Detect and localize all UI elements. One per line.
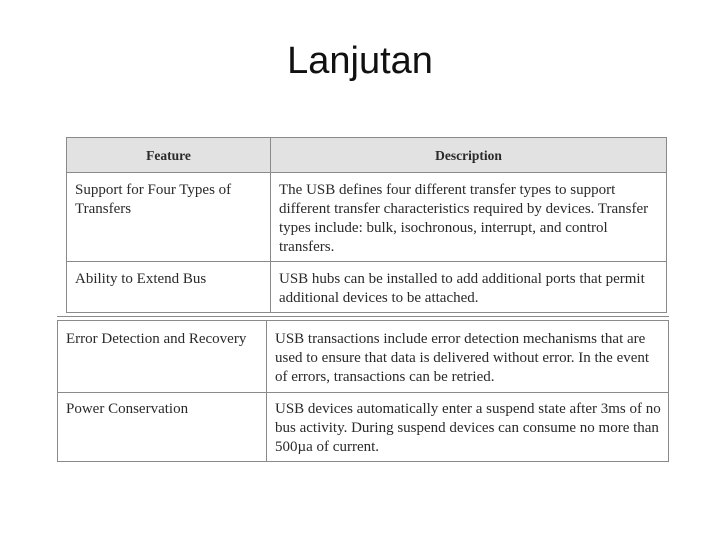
description-cell: USB devices automatically enter a suspend state after 3ms of no bus activity. During suspend devices can consume no more than 500µa of current. bbox=[267, 393, 669, 462]
feature-cell: Ability to Extend Bus bbox=[67, 262, 271, 313]
feature-table-bottom bbox=[57, 320, 669, 462]
header-description: Description bbox=[271, 138, 667, 173]
feature-cell: Error Detection and Recovery bbox=[58, 321, 267, 393]
table-header-row bbox=[67, 138, 667, 173]
description-cell: USB hubs can be installed to add additional ports that permit additional devices to be attached. bbox=[271, 262, 667, 313]
table-row bbox=[58, 321, 669, 393]
description-cell: USB transactions include error detection mechanisms that are used to ensure that data is delivered without error. In the event of errors, transactions can be retried. bbox=[267, 321, 669, 393]
table-row bbox=[58, 393, 669, 462]
header-feature: Feature bbox=[67, 138, 271, 173]
table-row bbox=[67, 262, 667, 313]
table-row bbox=[67, 173, 667, 262]
slide-title: Lanjutan bbox=[287, 40, 433, 82]
feature-cell: Support for Four Types of Transfers bbox=[67, 173, 271, 262]
description-cell: The USB defines four different transfer types to support different transfer characteristics required by devices. Transfer types include: bulk, isochronous, interrupt, and control transfers. bbox=[271, 173, 667, 262]
feature-table-top bbox=[66, 137, 667, 313]
table-separator bbox=[57, 316, 669, 317]
feature-cell: Power Conservation bbox=[58, 393, 267, 462]
